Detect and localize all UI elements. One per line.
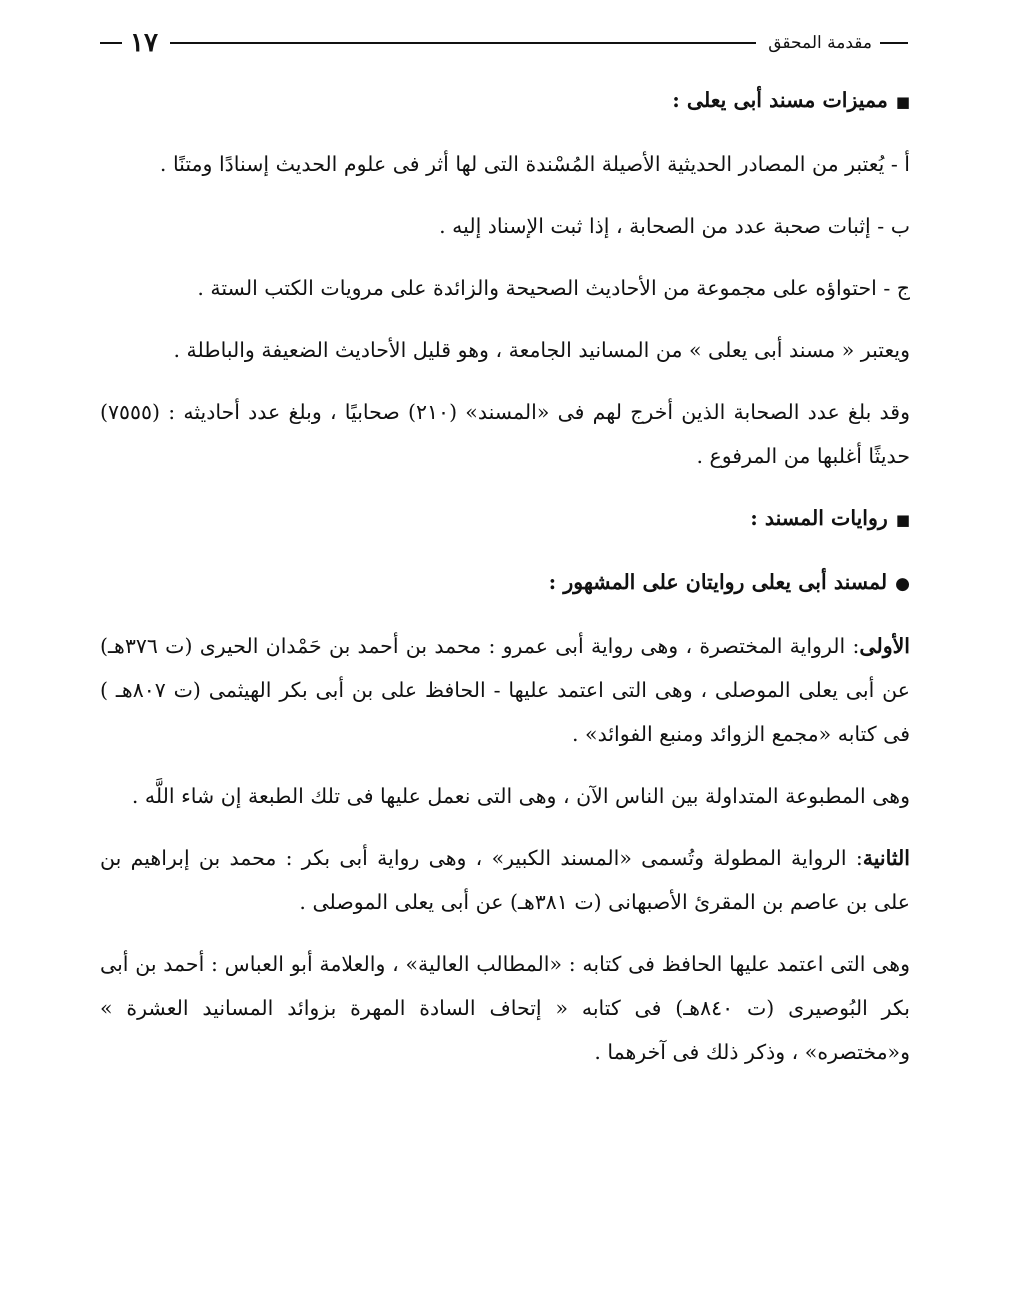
header-rule-leading	[880, 42, 908, 44]
paragraph-feature-c: ج - احتواؤه على مجموعة من الأحاديث الصحيحة والزائدة على مرويات الكتب الستة .	[197, 276, 910, 300]
heading-text: مميزات مسند أبى يعلى :	[672, 88, 888, 112]
square-bullet-icon: ■	[895, 511, 910, 529]
paragraph-feature-b: ب - إثبات صحبة عدد من الصحابة ، إذا ثبت الإسناد إليه .	[439, 214, 910, 238]
paragraph-comprehensive: ويعتبر « مسند أبى يعلى » من المسانيد الجامعة ، وهو قليل الأحاديث الضعيفة والباطلة .	[173, 338, 910, 362]
body-text	[100, 78, 910, 1092]
heading-text: روايات المسند :	[750, 506, 888, 530]
heading-narrations	[100, 496, 910, 542]
lead-word: الأولى	[859, 634, 910, 658]
paragraph-printed-edition: وهى المطبوعة المتداولة بين الناس الآن ، وهى التى نعمل عليها فى تلك الطبعة إن شاء اللَّه .	[131, 784, 910, 808]
round-bullet-icon: ●	[895, 574, 910, 594]
page-number: ١٧	[130, 28, 158, 58]
running-title: مقدمة المحقق	[768, 33, 872, 53]
square-bullet-icon: ■	[895, 93, 910, 111]
paragraph-first-narration	[100, 624, 910, 756]
lead-word: الثانية	[862, 846, 910, 870]
heading-two-narrations	[100, 560, 910, 606]
paragraph-reliance: وهى التى اعتمد عليها الحافظ فى كتابه : «المطالب العالية» ، والعلامة أبو العباس : أحمد بن أبى بكر البُوصيرى (ت ٨٤٠هـ) فى كتابه « إتحاف السادة المهرة بزوائد المسانيد العشرة » و«مختصره» ، وذكر ذلك فى آخرهما .	[100, 952, 910, 1064]
paragraph-feature-a: أ - يُعتبر من المصادر الحديثية الأصيلة المُسْندة التى لها أثر فى علوم الحديث إسنادًا ومتنًا .	[159, 152, 910, 176]
header-rule	[170, 42, 756, 44]
paragraph-companions-count: وقد بلغ عدد الصحابة الذين أخرج لهم فى «المسند» (٢١٠) صحابيًا ، وبلغ عدد أحاديثه : (٧٥٥٥) حديثًا أغلبها من المرفوع .	[100, 400, 910, 468]
heading-text: لمسند أبى يعلى روايتان على المشهور :	[548, 570, 888, 594]
header-rule-trailing	[100, 42, 122, 44]
paragraph-text: : الرواية المختصرة ، وهى رواية أبى عمرو : محمد بن أحمد بن حَمْدان الحيرى (ت ٣٧٦هـ) عن أبى يعلى الموصلى ، وهى التى اعتمد عليها - الحافظ على بن أبى بكر الهيثمى (ت ٨٠٧هـ ) فى كتابه «مجمع الزوائد ومنبع الفوائد» .	[100, 634, 910, 746]
heading-features	[100, 78, 910, 124]
paragraph-text: : الرواية المطولة وتُسمى «المسند الكبير» ، وهى رواية أبى بكر : محمد بن إبراهيم بن على بن عاصم بن المقرئ الأصبهانى (ت ٣٨١هـ) عن أبى يعلى الموصلى .	[100, 846, 910, 914]
paragraph-second-narration	[100, 836, 910, 924]
running-header	[100, 26, 908, 60]
